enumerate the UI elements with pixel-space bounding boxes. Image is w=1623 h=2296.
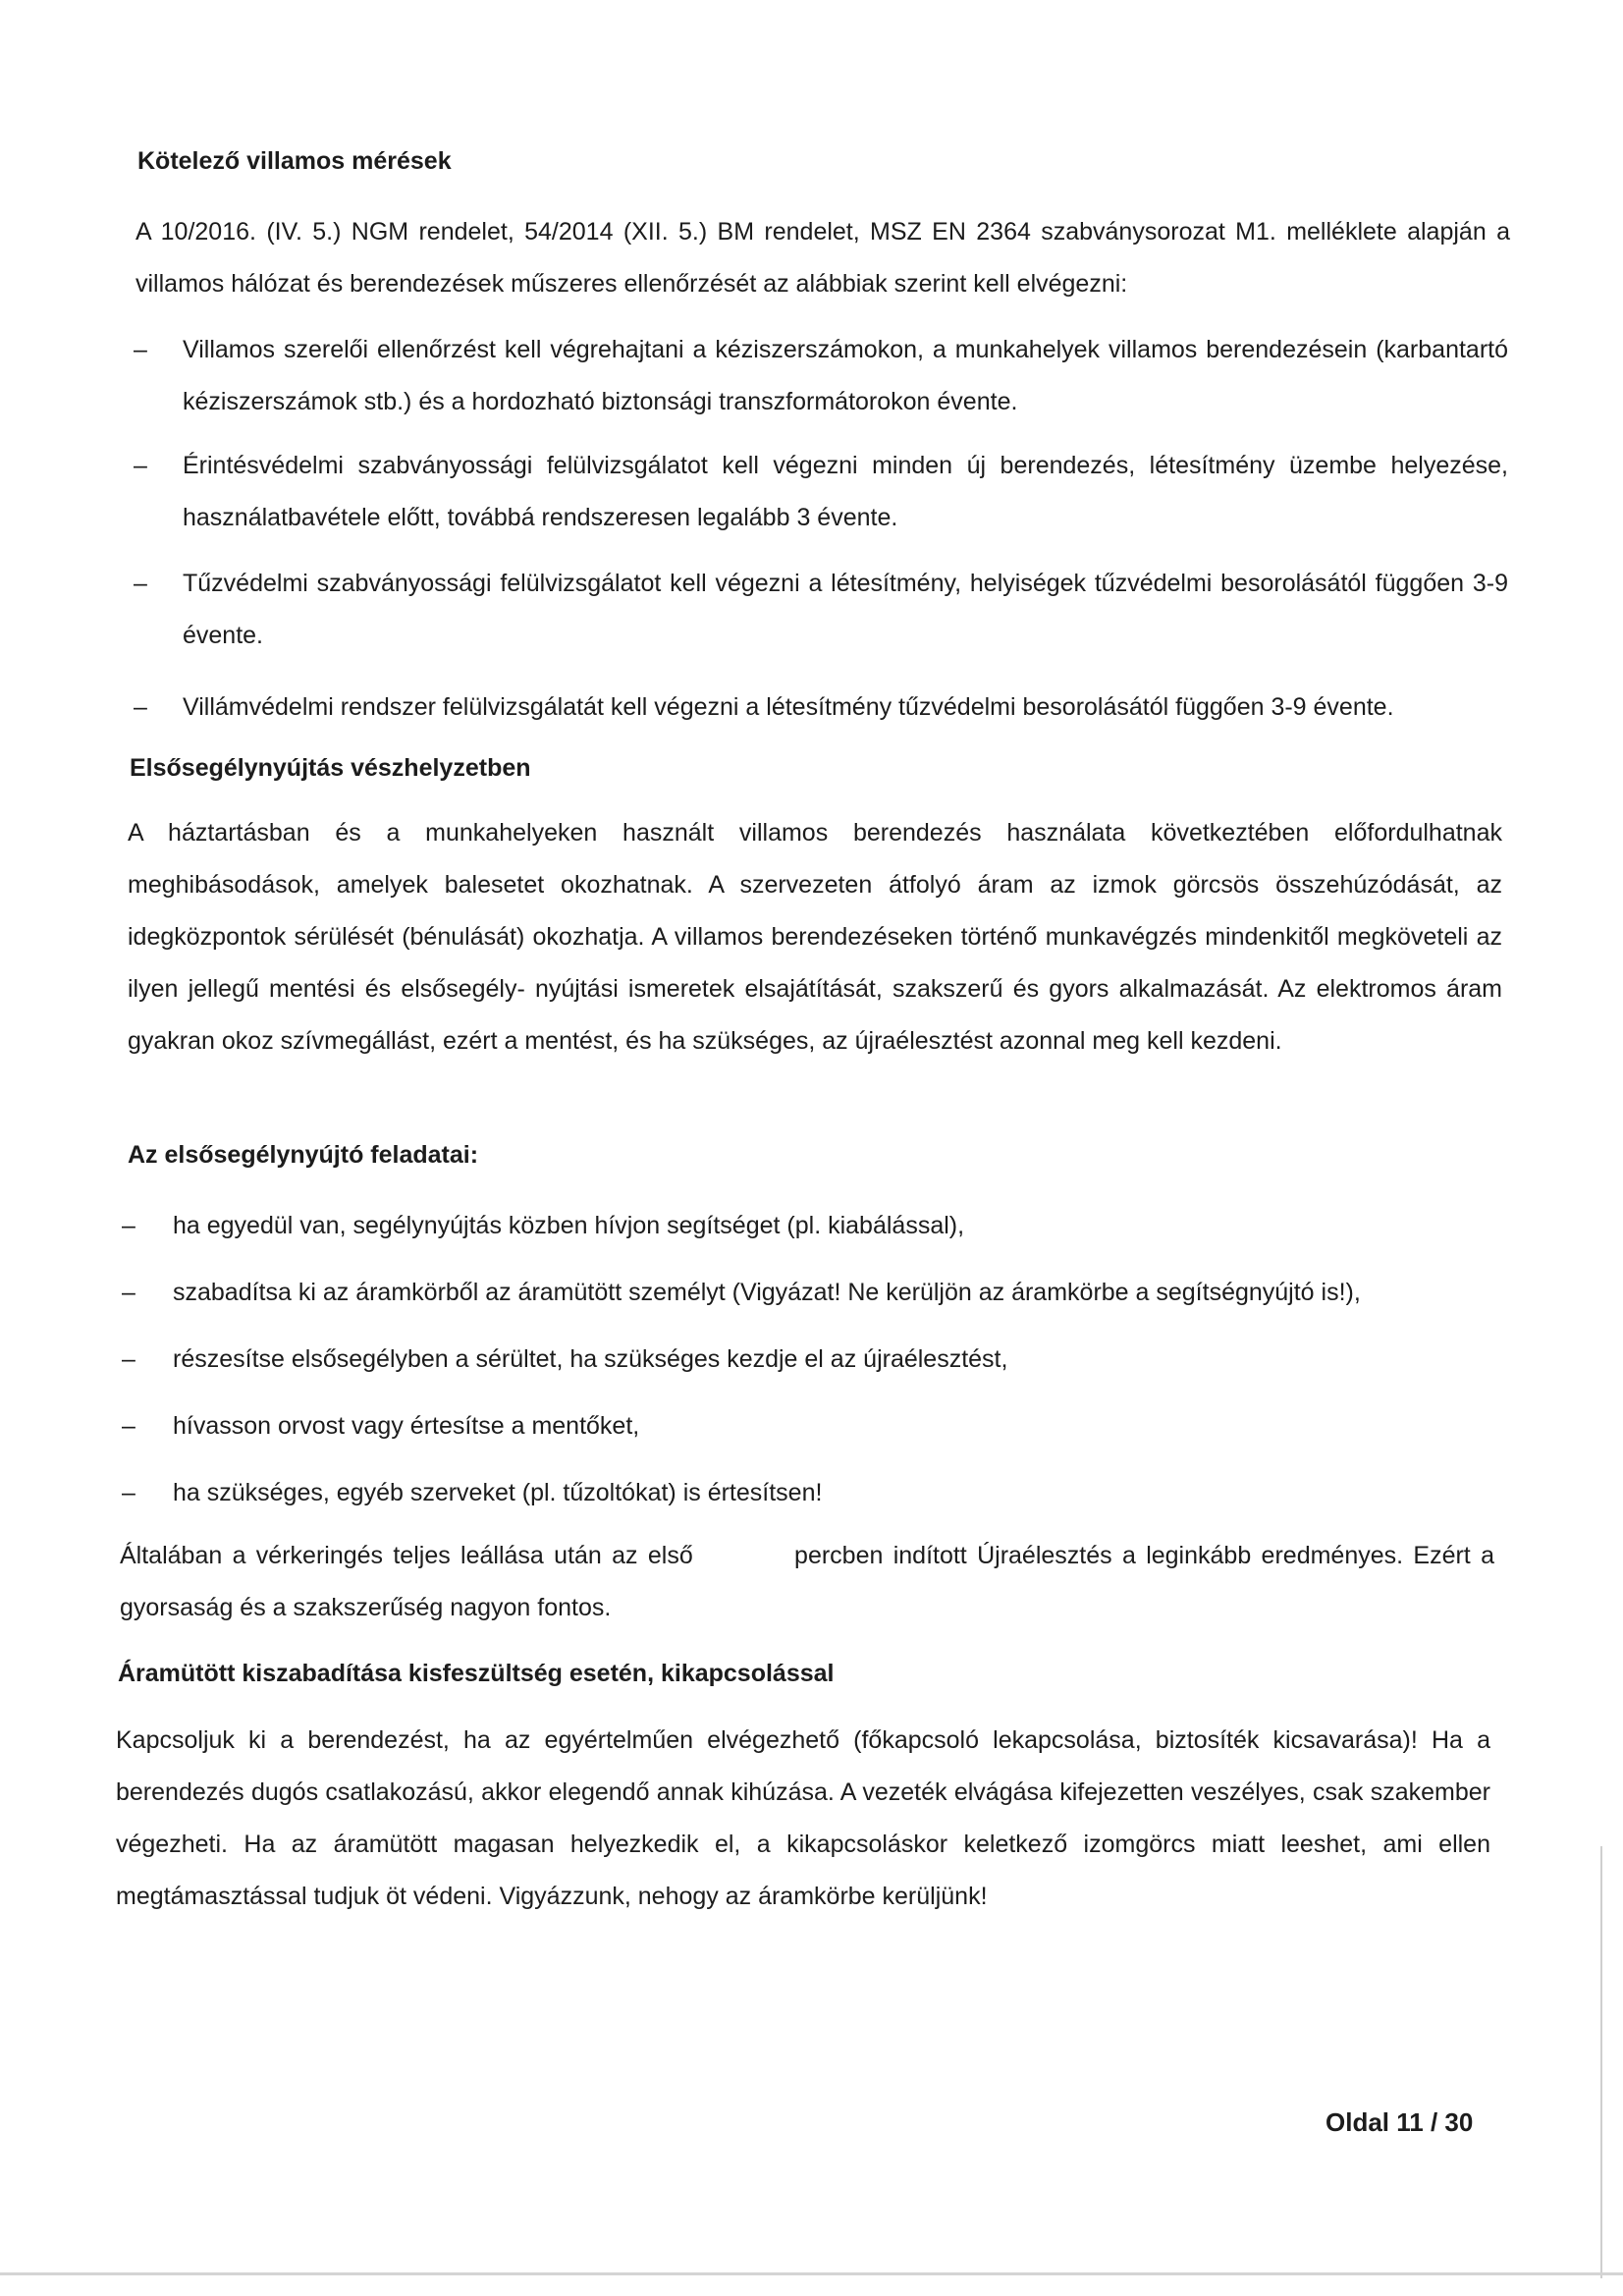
measurements-intro: A 10/2016. (IV. 5.) NGM rendelet, 54/2014 (XII. 5.) BM rendelet, MSZ EN 2364 szabványsorozat M1. melléklete alapján a villamos hálózat és berendezések műszeres ellenőrzését az alábbiak szerint kell elvégezni: [135, 218, 1510, 298]
list-bullet: – [122, 1212, 135, 1239]
list-bullet: – [134, 570, 147, 597]
list-item: Villámvédelmi rendszer felülvizsgálatát kell végezni a létesítmény tűzvédelmi besorolásától függően 3-9 évente. [183, 693, 1394, 721]
list-item: szabadítsa ki az áramkörből az áramütött személyt (Vigyázat! Ne kerüljön az áramkörbe a segítségnyújtó is!), [173, 1279, 1361, 1306]
list-bullet: – [122, 1279, 135, 1306]
list-item: Tűzvédelmi szabványossági felülvizsgálatot kell végezni a létesítmény, helyiségek tűzvédelmi besorolásától függően 3-9 évente. [183, 570, 1508, 649]
section-heading-first-aider-tasks: Az elsősegélynyújtó feladatai: [128, 1141, 479, 1169]
scan-edge-bottom [0, 2272, 1623, 2275]
section-heading-disconnection: Áramütött kiszabadítása kisfeszültség esetén, kikapcsolással [118, 1660, 835, 1687]
disconnection-body: Kapcsoljuk ki a berendezést, ha az egyértelműen elvégezhető (főkapcsoló lekapcsolása, biztosíték kicsavarása)! Ha a berendezés dugós csatlakozású, akkor elegendő annak kihúzása. A vezeték elvágása kifejezetten veszélyes, csak szakember végezheti. Ha az áramütött magasan helyezkedik el, a kikapcsoláskor keletkező izomgörcs miatt leeshet, ami ellen megtámasztással tudjuk öt védeni. Vigyázzunk, nehogy az áramkörbe kerüljünk! [116, 1726, 1490, 1910]
first-aid-body: A háztartásban és a munkahelyeken használt villamos berendezés használata következtében előfordulhatnak meghibásodások, amelyek balesetet okozhatnak. A szervezeten átfolyó áram az izmok görcsös összehúzódását, az idegközpontok sérülését (bénulását) okozhatja. A villamos berendezéseken történő munkavégzés mindenkitől megköveteli az ilyen jellegű mentési és elsősegély- nyújtási ismeretek elsajátítását, szakszerű és gyors alkalmazását. Az elektromos áram gyakran okoz szívmegállást, ezért a mentést, és ha szükséges, az újraélesztést azonnal meg kell kezdeni. [128, 819, 1502, 1055]
scan-edge-right [1600, 1846, 1602, 2278]
list-bullet: – [134, 693, 147, 721]
list-item: hívasson orvost vagy értesítse a mentőket, [173, 1412, 640, 1440]
list-item: részesítse elsősegélyben a sérültet, ha szükséges kezdje el az újraélesztést, [173, 1345, 1008, 1373]
list-bullet: – [122, 1345, 135, 1373]
section-heading-first-aid: Elsősegélynyújtás vészhelyzetben [130, 754, 531, 782]
list-bullet: – [122, 1479, 135, 1506]
list-bullet: – [134, 336, 147, 363]
list-item: Érintésvédelmi szabványossági felülvizsgálatot kell végezni minden új berendezés, létesítmény üzembe helyezése, használatbavétele előtt, továbbá rendszeresen legalább 3 évente. [183, 452, 1508, 531]
list-bullet: – [122, 1412, 135, 1440]
list-item: Villamos szerelői ellenőrzést kell végrehajtani a kéziszerszámokon, a munkahelyek villamos berendezésein (karbantartó kéziszerszámok stb.) és a hordozható biztonsági transzformátorokon évente. [183, 336, 1508, 415]
page-number: Oldal 11 / 30 [1325, 2107, 1474, 2137]
list-item: ha egyedül van, segélynyújtás közben hívjon segítséget (pl. kiabálással), [173, 1212, 965, 1239]
list-bullet: – [134, 452, 147, 479]
resuscitation-note: Általában a vérkeringés teljes leállása után az első percben indított Újraélesztés a leginkább eredményes. Ezért a gyorsaság és a szakszerűség nagyon fontos. [120, 1542, 1501, 1621]
section-heading-measurements: Kötelező villamos mérések [137, 147, 452, 175]
list-item: ha szükséges, egyéb szerveket (pl. tűzoltókat) is értesítsen! [173, 1479, 823, 1506]
